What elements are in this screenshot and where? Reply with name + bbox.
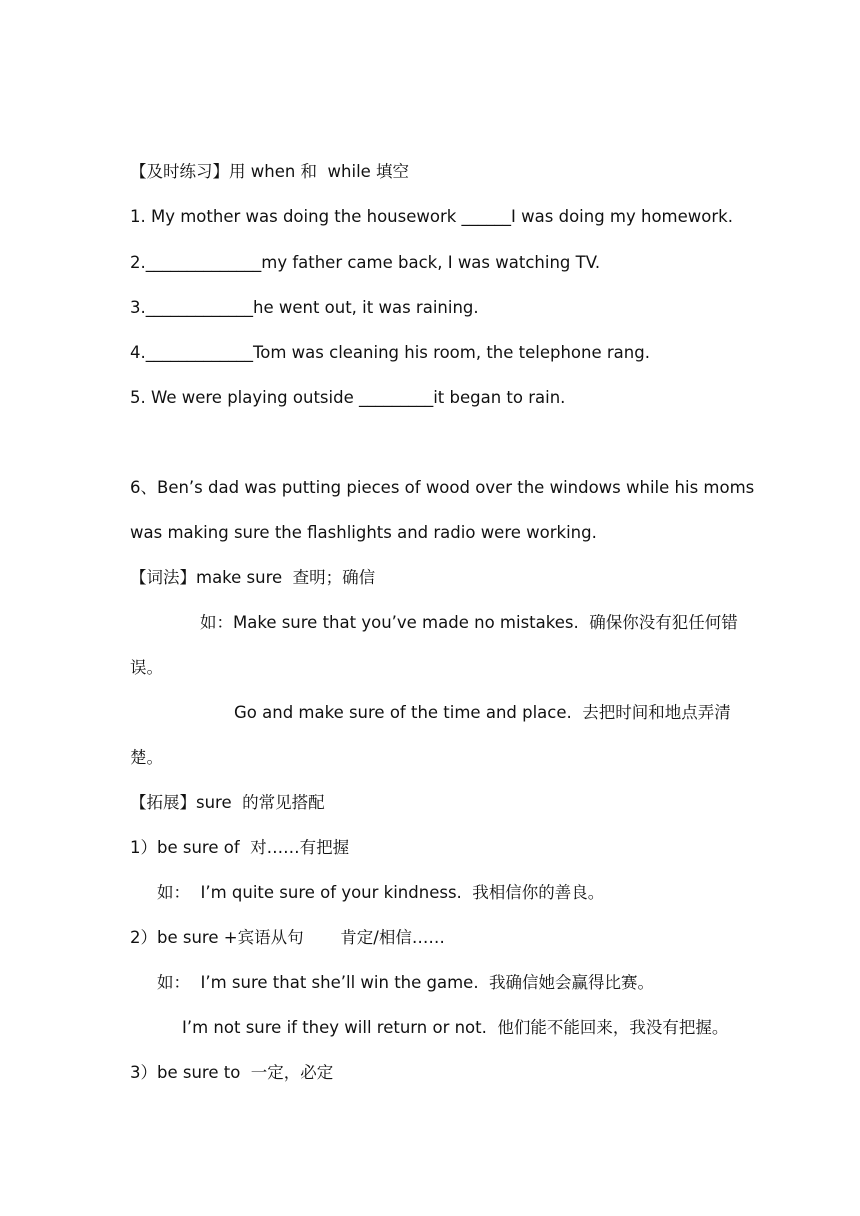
sentence-6-line-2: was making sure the flashlights and radio were working.	[130, 523, 597, 542]
vocab-example-2-cont: 楚。	[130, 748, 163, 767]
collocation-2-example-1: 如： I’m sure that she’ll win the game. 我确信她会赢得比赛。	[157, 973, 655, 992]
vocab-example-1: 如：Make sure that you’ve made no mistakes. 确保你没有犯任何错	[200, 613, 738, 632]
exercise-item-2: 2.______________my father came back, I was watching TV.	[130, 253, 601, 272]
vocab-heading: 【词法】make sure 查明；确信	[130, 568, 376, 587]
collocation-1: 1）be sure of 对……有把握	[130, 838, 350, 857]
exercise-item-4: 4._____________Tom was cleaning his room, the telephone rang.	[130, 343, 650, 362]
exercise-item-5: 5. We were playing outside _________it began to rain.	[130, 388, 566, 407]
exercise-item-1: 1. My mother was doing the housework ______I was doing my homework.	[130, 207, 733, 226]
extension-heading: 【拓展】sure 的常见搭配	[130, 793, 325, 812]
vocab-example-2: Go and make sure of the time and place. 去把时间和地点弄清	[234, 703, 731, 722]
exercise-item-3: 3._____________he went out, it was raining.	[130, 298, 479, 317]
collocation-2: 2）be sure +宾语从句 肯定/相信……	[130, 928, 445, 947]
collocation-1-example: 如： I’m quite sure of your kindness. 我相信你的善良。	[157, 883, 605, 902]
collocation-2-example-2: I’m not sure if they will return or not. 他们能不能回来，我没有把握。	[182, 1018, 729, 1037]
sentence-6-line-1: 6、Ben’s dad was putting pieces of wood over the windows while his moms	[130, 478, 755, 497]
exercise-heading: 【及时练习】用 when 和 while 填空	[130, 162, 410, 181]
vocab-example-1-cont: 误。	[130, 658, 163, 677]
collocation-3: 3）be sure to 一定，必定	[130, 1063, 334, 1082]
